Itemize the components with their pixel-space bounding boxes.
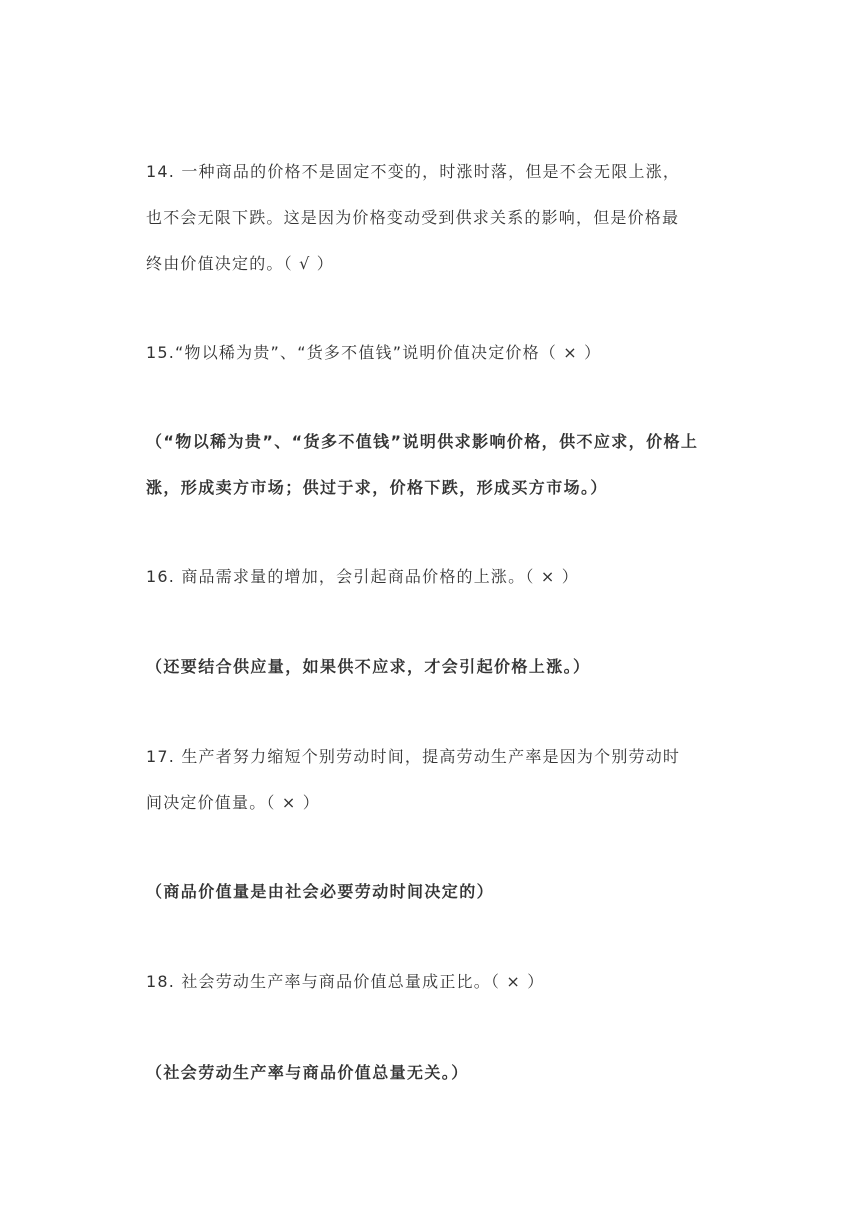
q18-line-1: 18. 社会劳动生产率与商品价值总量成正比。（ × ） — [146, 972, 545, 991]
q14-line-3: 终由价值决定的。（ √ ） — [146, 254, 334, 273]
q15-explanation-line-2: 涨，形成卖方市场；供过于求，价格下跌，形成买方市场。） — [146, 478, 608, 497]
q16-line-1: 16. 商品需求量的增加，会引起商品价格的上涨。（ × ） — [146, 567, 579, 586]
q15-line-1: 15.“物以稀为贵”、“货多不值钱”说明价值决定价格（ × ） — [146, 343, 602, 362]
q18-explanation-line-1: （社会劳动生产率与商品价值总量无关。） — [146, 1063, 469, 1082]
q14-line-1: 14. 一种商品的价格不是固定不变的，时涨时落，但是不会无限上涨， — [146, 162, 681, 181]
q14-line-2: 也不会无限下跌。这是因为价格变动受到供求关系的影响，但是价格最 — [146, 208, 680, 227]
q15-explanation-line-1: （“物以稀为贵”、“货多不值钱”说明供求影响价格，供不应求，价格上 — [146, 432, 699, 451]
q17-line-1: 17. 生产者努力缩短个别劳动时间，提高劳动生产率是因为个别劳动时 — [146, 747, 681, 766]
q17-explanation-line-1: （商品价值量是由社会必要劳动时间决定的） — [146, 882, 495, 901]
q16-explanation-line-1: （还要结合供应量，如果供不应求，才会引起价格上涨。） — [146, 657, 591, 676]
q17-line-2: 间决定价值量。（ × ） — [146, 793, 320, 812]
